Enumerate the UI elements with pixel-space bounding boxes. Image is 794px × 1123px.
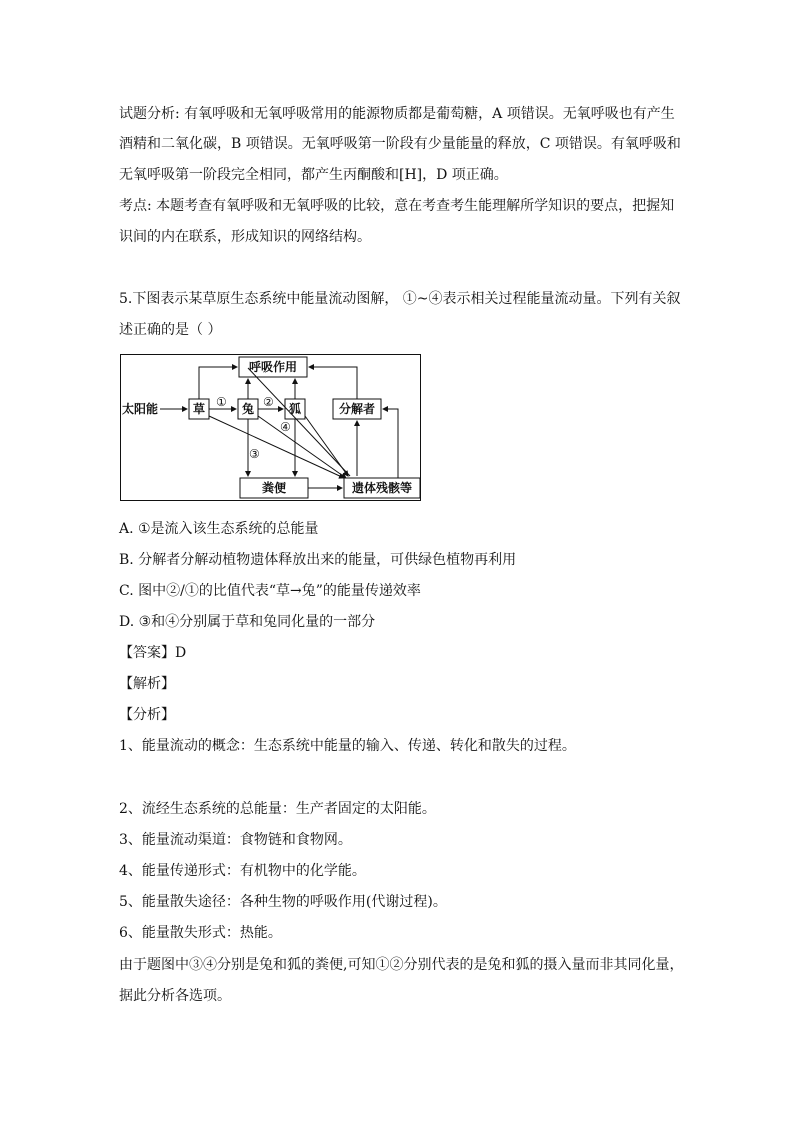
question-line-1: 5.下图表示某草原生态系统中能量流动图解， ①~④表示相关过程能量流动量。下列有关叙 bbox=[119, 291, 681, 307]
point-3: 3、能量流动渠道：食物链和食物网。 bbox=[119, 832, 352, 848]
jiexi-label: 【解析】 bbox=[119, 676, 175, 692]
kaodian-line-1: 考点: 本题考查有氧呼吸和无氧呼吸的比较，意在考查考生能理解所学知识的要点，把握知 bbox=[119, 198, 675, 214]
grass-label: 草 bbox=[192, 402, 206, 416]
sun-label: 太阳能 bbox=[122, 402, 159, 416]
remains-label: 遗体残骸等 bbox=[351, 481, 413, 495]
answer-label: 【答案】D bbox=[119, 645, 187, 661]
option-b: B. 分解者分解动植物遗体释放出来的能量，可供绿色植物再利用 bbox=[119, 552, 517, 568]
energy-flow-diagram bbox=[120, 354, 422, 502]
conclusion-line-2: 据此分析各选项。 bbox=[119, 988, 231, 1004]
fox-label: 狐 bbox=[288, 402, 302, 416]
point-1: 1、能量流动的概念：生态系统中能量的输入、传递、转化和散失的过程。 bbox=[119, 738, 576, 754]
grass-to-remains-arrow bbox=[209, 416, 344, 478]
analysis-line-3: 无氧呼吸第一阶段完全相同，都产生丙酮酸和[H]，D 项正确。 bbox=[119, 167, 508, 183]
decomposer-respiration-arrow bbox=[309, 367, 357, 399]
option-a: A. ①是流入该生态系统的总能量 bbox=[119, 521, 319, 537]
remains-side-to-decomposer-arrow bbox=[383, 409, 398, 478]
point-2: 2、流经生态系统的总能量：生产者固定的太阳能。 bbox=[119, 801, 436, 817]
point-5: 5、能量散失途径：各种生物的呼吸作用(代谢过程)。 bbox=[119, 894, 447, 910]
option-c: C. 图中②/①的比值代表“草→兔”的能量传递效率 bbox=[119, 583, 421, 599]
marker-2: ② bbox=[263, 395, 274, 409]
analysis-line-1: 试题分析: 有氧呼吸和无氧呼吸常用的能源物质都是葡萄糖，A 项错误。无氧呼吸也有产生 bbox=[119, 106, 675, 122]
respiration-to-remains-line bbox=[248, 368, 350, 476]
kaodian-line-2: 识间的内在联系，形成知识的网络结构。 bbox=[119, 229, 371, 245]
marker-4: ④ bbox=[280, 420, 291, 434]
marker-3: ③ bbox=[249, 447, 260, 461]
analysis-line-2: 酒精和二氧化碳，B 项错误。无氧呼吸第一阶段有少量能量的释放，C 项错误。有氧呼吸和 bbox=[119, 136, 681, 152]
marker-1: ① bbox=[216, 395, 227, 409]
rabbit-label: 兔 bbox=[241, 402, 255, 416]
feces-label: 粪便 bbox=[261, 481, 287, 495]
respiration-label: 呼吸作用 bbox=[248, 360, 298, 374]
question-line-2: 述正确的是（ ） bbox=[119, 322, 222, 338]
decomposer-label: 分解者 bbox=[338, 402, 376, 416]
conclusion-line-1: 由于题图中③④分别是兔和狐的粪便,可知①②分别代表的是兔和狐的摄入量而非其同化量， bbox=[119, 957, 684, 973]
point-6: 6、能量散失形式：热能。 bbox=[119, 925, 282, 941]
fenxi-label: 【分析】 bbox=[119, 707, 175, 723]
option-d: D. ③和④分别属于草和兔同化量的一部分 bbox=[119, 614, 376, 630]
point-4: 4、能量传递形式：有机物中的化学能。 bbox=[119, 863, 366, 879]
